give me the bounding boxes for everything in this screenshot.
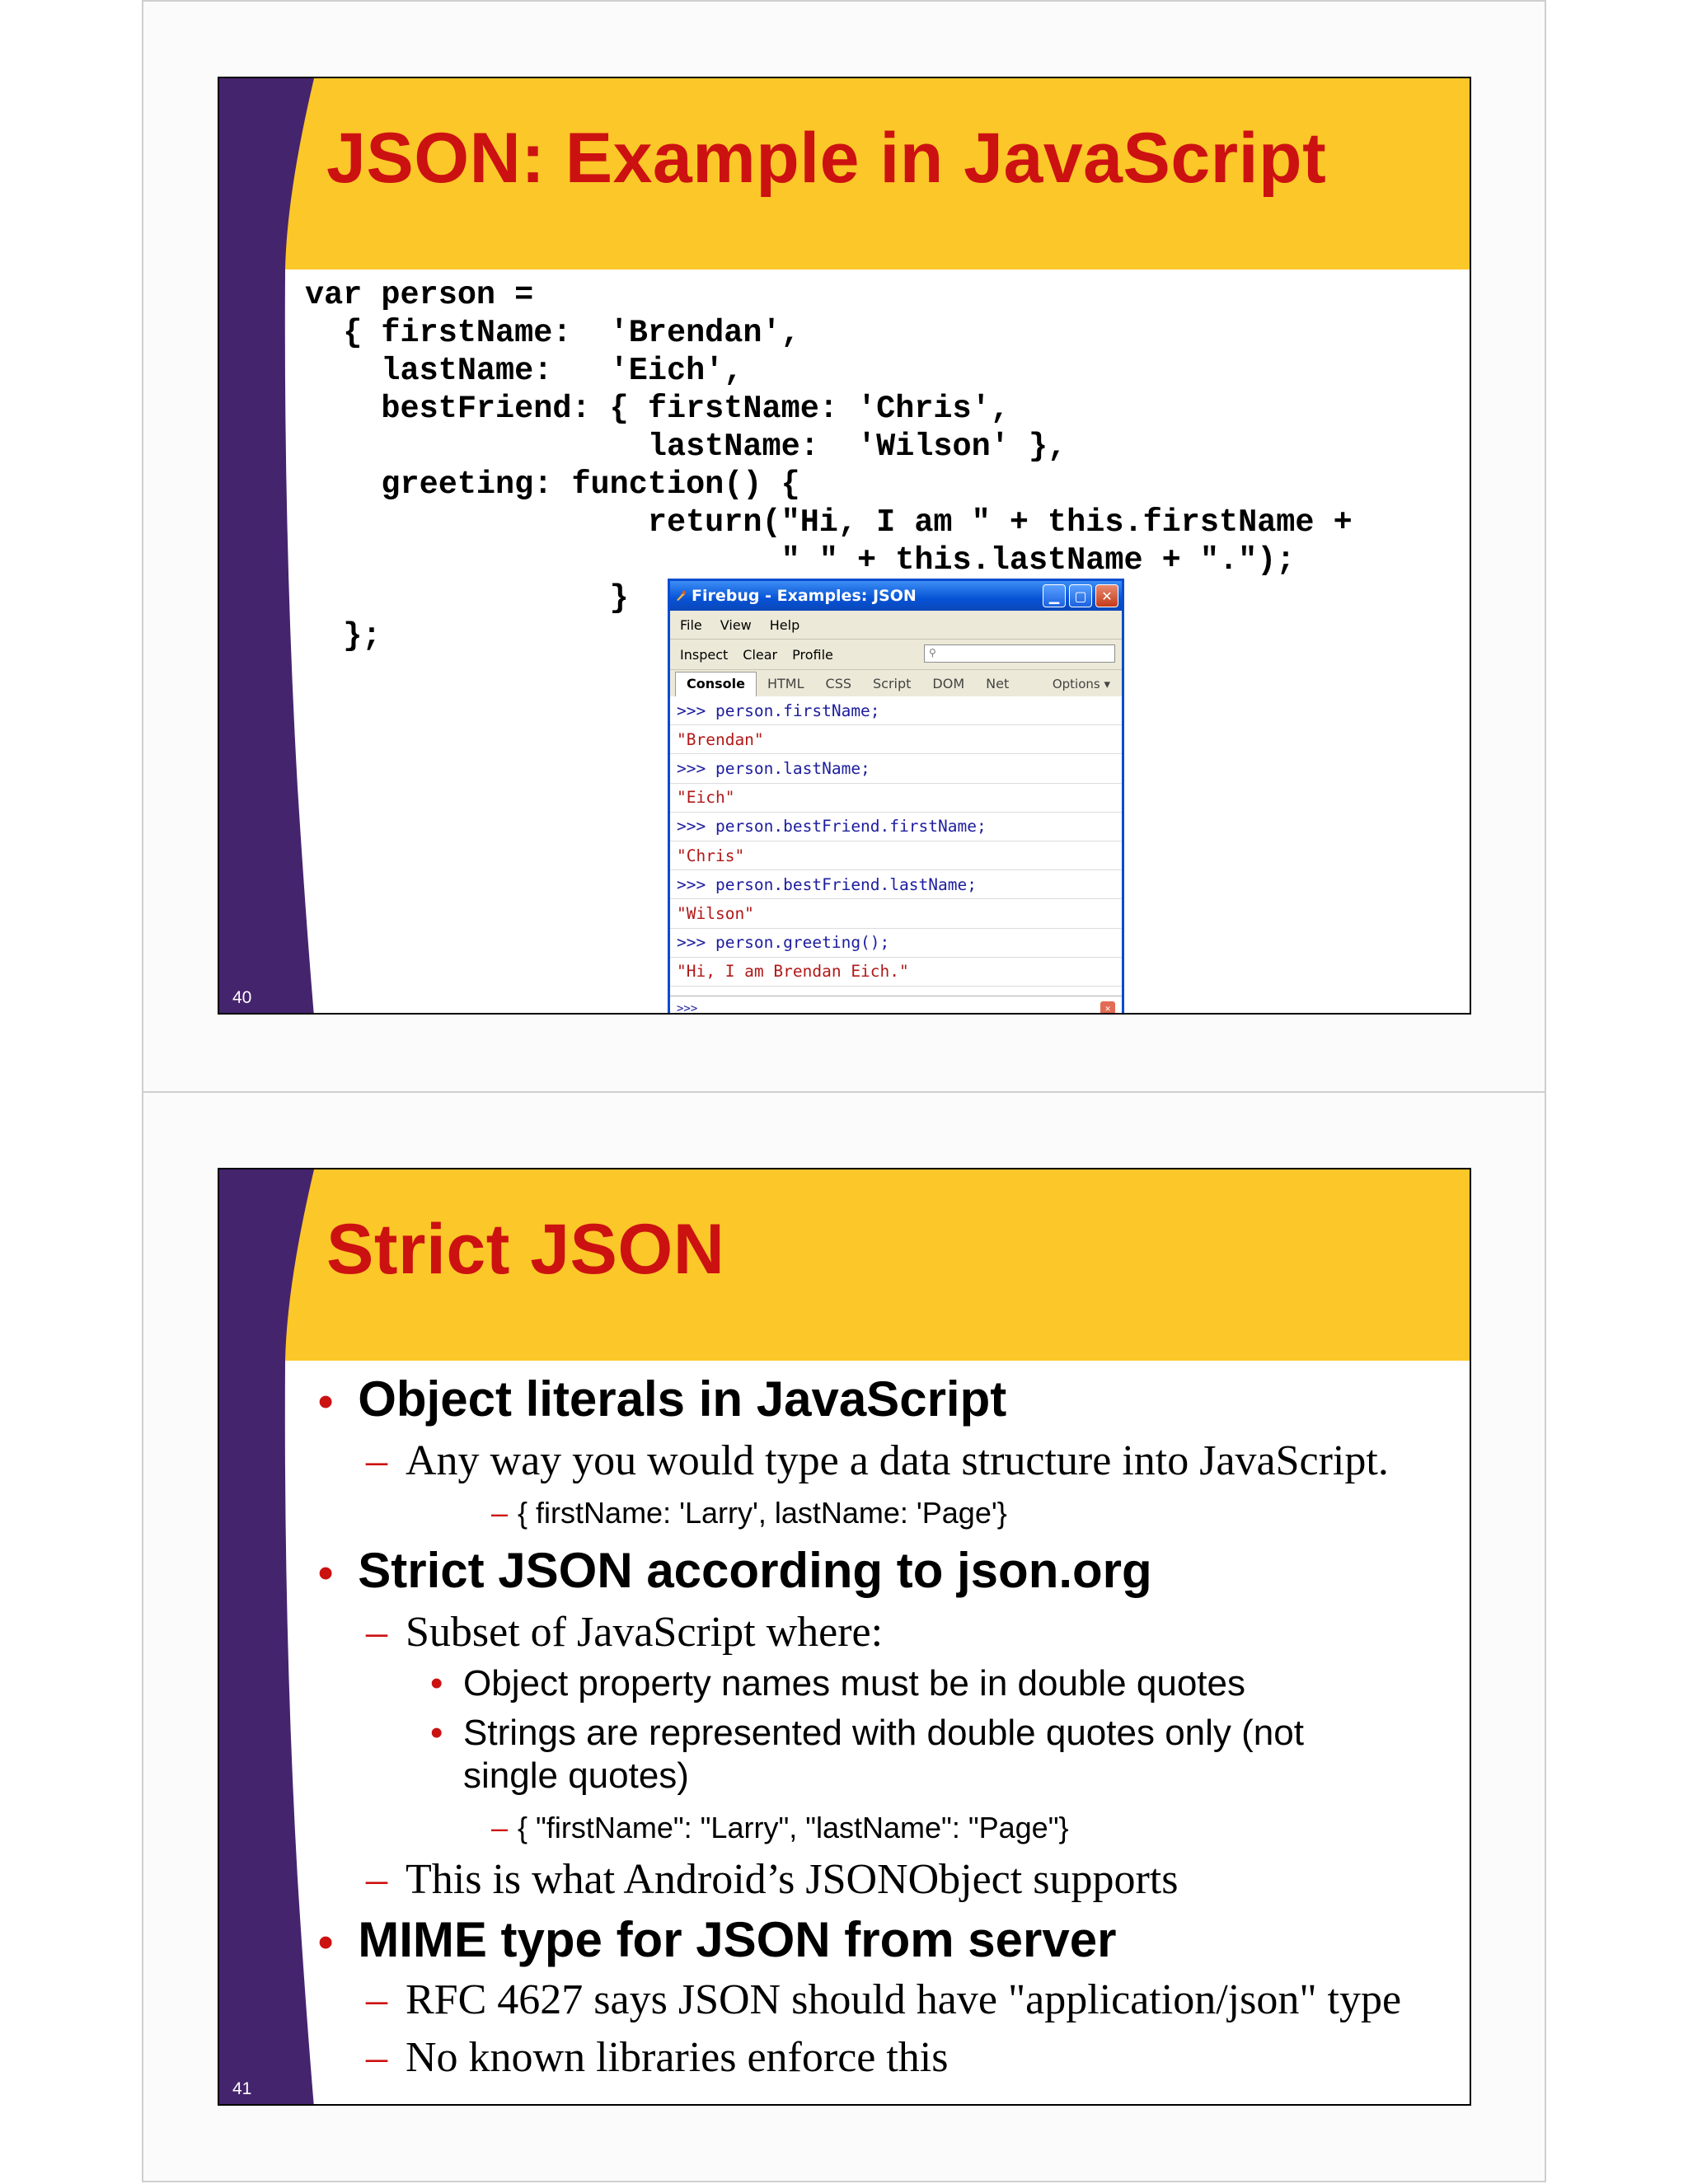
minimize-icon[interactable]: ▁ — [1043, 584, 1066, 607]
tab-html[interactable]: HTML — [767, 676, 804, 691]
sub-bullet: – RFC 4627 says JSON should have "application/json" type — [366, 1976, 1402, 2023]
maximize-icon[interactable]: ▢ — [1069, 584, 1092, 607]
tab-css[interactable]: CSS — [825, 676, 851, 691]
bullet: • Strict JSON according to json.org — [318, 1543, 1152, 1598]
slide-title: JSON: Example in JavaScript — [326, 119, 1327, 198]
sub-sub-bullet: • Object property names must be in double quotes — [430, 1663, 1245, 1704]
tab-net[interactable]: Net — [986, 676, 1010, 691]
console-result: "Brendan" — [670, 725, 1122, 754]
bullet: • Object literals in JavaScript — [318, 1371, 1007, 1427]
search-icon: ⚲ — [929, 647, 936, 658]
profile-button[interactable]: Profile — [792, 646, 833, 663]
tab-dom[interactable]: DOM — [932, 676, 965, 691]
sub-bullet: – No known libraries enforce this — [366, 2034, 949, 2081]
console-command: >>> person.bestFriend.lastName; — [670, 870, 1122, 899]
menu-bar — [670, 611, 1122, 639]
search-input[interactable] — [924, 644, 1115, 663]
console-output — [670, 696, 1122, 996]
inspect-button[interactable]: Inspect — [680, 646, 729, 663]
code-block: var person = { firstName: 'Brendan', lastName: 'Eich', bestFriend: { firstName: 'Chris', lastName: 'Wilson' }, greeting: function() { return("Hi, I am " + this.firstName + " " + this.lastName + "."); } }; — [305, 277, 1353, 654]
bullet: • MIME type for JSON from server — [318, 1912, 1117, 1967]
tab-console[interactable]: Console — [675, 672, 757, 696]
clear-command-icon[interactable]: ✕ — [1100, 1001, 1115, 1015]
menu-file[interactable]: File — [680, 616, 702, 633]
panel-tabs — [670, 669, 1122, 696]
tab-script[interactable]: Script — [873, 676, 912, 691]
options-menu[interactable]: Options ▾ — [1052, 677, 1110, 691]
slide-40 — [218, 77, 1471, 1015]
sub-bullet: – Subset of JavaScript where: — [366, 1609, 884, 1656]
slide-number: 41 — [232, 2079, 252, 2098]
console-result: "Wilson" — [670, 899, 1122, 928]
command-prompt: >>> — [677, 1002, 698, 1015]
example-bullet: – { firstName: 'Larry', lastName: 'Page'} — [491, 1496, 1007, 1530]
console-command: >>> person.bestFriend.firstName; — [670, 813, 1122, 841]
page-divider — [142, 1091, 1546, 1093]
console-command: >>> person.lastName; — [670, 754, 1122, 783]
close-icon[interactable]: ✕ — [1095, 584, 1118, 607]
slide-number: 40 — [232, 988, 252, 1007]
firebug-icon — [675, 590, 687, 602]
console-result: "Hi, I am Brendan Eich." — [670, 958, 1122, 987]
toolbar — [670, 639, 1122, 669]
console-result: "Eich" — [670, 784, 1122, 813]
slide-title: Strict JSON — [326, 1210, 725, 1289]
sub-bullet: – This is what Android’s JSONObject supports — [366, 1856, 1179, 1903]
console-result: "Chris" — [670, 841, 1122, 870]
firebug-window[interactable] — [668, 579, 1124, 1015]
console-command: >>> person.firstName; — [670, 696, 1122, 725]
sub-bullet: – Any way you would type a data structure into JavaScript. — [366, 1437, 1389, 1484]
sub-sub-bullet: • Strings are represented with double quotes only (not single quotes) — [430, 1713, 1304, 1796]
example-bullet: – { "firstName": "Larry", "lastName": "Page"} — [491, 1811, 1069, 1844]
slide-41 — [218, 1168, 1471, 2106]
command-line[interactable] — [670, 996, 1122, 1015]
menu-help[interactable]: Help — [769, 616, 800, 633]
window-title: Firebug - Examples: JSON — [692, 587, 917, 605]
firebug-titlebar[interactable] — [670, 581, 1122, 611]
console-command: >>> person.greeting(); — [670, 929, 1122, 958]
clear-button[interactable]: Clear — [743, 646, 778, 663]
menu-view[interactable]: View — [720, 616, 752, 633]
